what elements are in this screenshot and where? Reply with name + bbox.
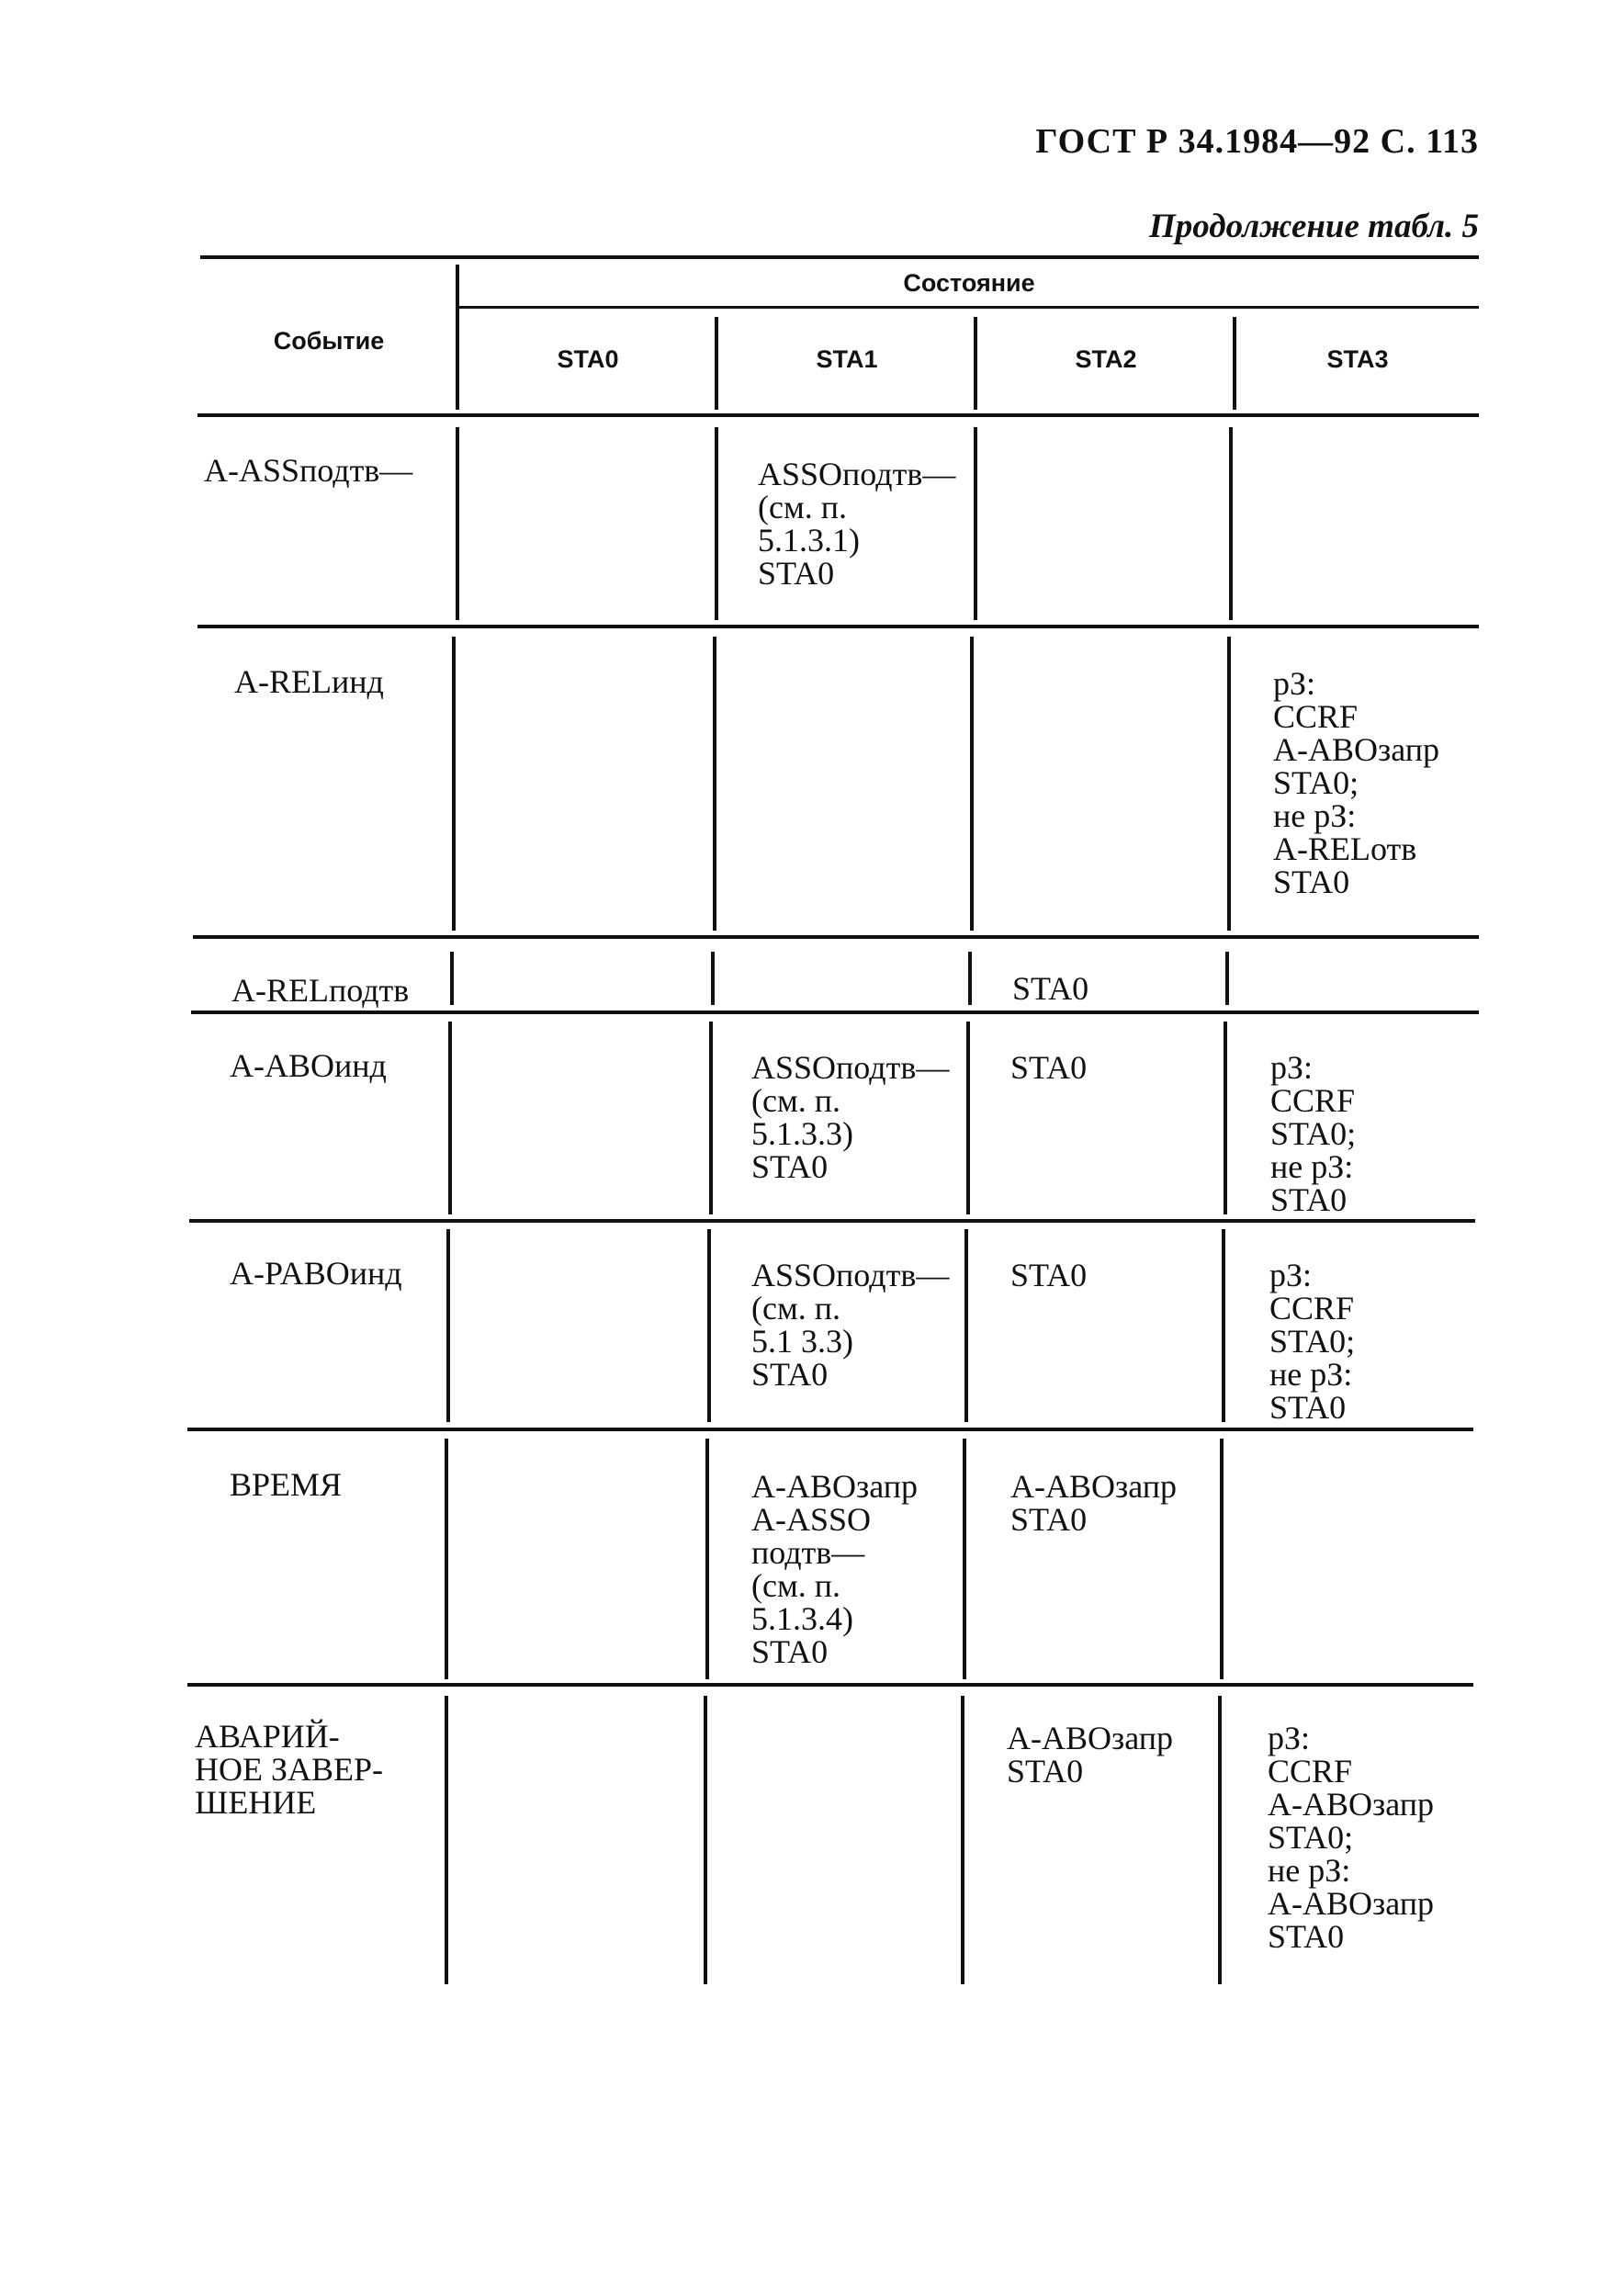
table-top-rule <box>200 255 1479 259</box>
cell-sta3: рЗ: CCRF STA0; не рЗ: STA0 <box>1269 1257 1356 1426</box>
column-divider <box>1218 1696 1222 1984</box>
column-divider <box>446 1229 450 1422</box>
column-divider <box>452 637 456 931</box>
row-rule <box>193 935 1479 939</box>
event-label: A-PABOинд <box>230 1255 402 1292</box>
col-header-sta0: STA0 <box>557 345 619 373</box>
column-divider <box>711 952 715 1005</box>
event-label: A-ASSподтв— <box>204 452 413 489</box>
header-divider <box>715 317 718 410</box>
table-caption: Продолжение табл. 5 <box>1149 208 1479 245</box>
cell-sta2: A-ABOзапр STA0 <box>1010 1468 1177 1538</box>
row-rule <box>187 1683 1473 1687</box>
header-bottom-rule <box>197 413 1479 417</box>
column-divider <box>456 427 459 620</box>
cell-sta2: A-ABOзапр STA0 <box>1007 1720 1173 1790</box>
cell-sta3: рЗ: CCRF STA0; не рЗ: STA0 <box>1270 1049 1357 1218</box>
column-divider <box>966 1022 970 1214</box>
header-divider <box>974 317 977 410</box>
cell-sta1: ASSOподтв— (см. п. 5.1.3.3) STA0 <box>751 1049 950 1185</box>
column-divider <box>964 1229 968 1422</box>
column-divider <box>970 637 974 931</box>
cell-sta1: ASSOподтв— (см. п. 5.1.3.1) STA0 <box>758 456 956 592</box>
column-divider <box>715 427 718 620</box>
column-divider <box>704 1696 707 1984</box>
header-divider <box>1233 317 1236 410</box>
column-divider <box>713 637 716 931</box>
event-label: A-RELподтв <box>231 972 410 1009</box>
row-rule <box>191 1011 1479 1014</box>
column-divider <box>1227 637 1231 931</box>
column-divider <box>1225 952 1229 1005</box>
col-header-sta2: STA2 <box>1075 345 1137 373</box>
event-label: A-RELинд <box>234 663 384 700</box>
cell-sta3: рЗ: CCRF A-ABOзапр STA0; не рЗ: A-ABOзапр STA0 <box>1268 1720 1434 1955</box>
header-divider <box>456 265 459 410</box>
col-header-sta1: STA1 <box>816 345 878 373</box>
event-label: АВАРИЙ- НОЕ ЗАВЕР- ШЕНИЕ <box>195 1718 384 1821</box>
column-divider <box>705 1439 709 1679</box>
state-header: Состояние <box>903 269 1035 297</box>
column-divider <box>961 1696 964 1984</box>
column-divider <box>963 1439 966 1679</box>
cell-sta3: рЗ: CCRF A-ABOзапр STA0; не рЗ: A-RELотв STA0 <box>1273 665 1439 900</box>
event-label: A-ABOинд <box>230 1047 387 1084</box>
column-divider <box>707 1229 711 1422</box>
column-divider <box>974 427 977 620</box>
col-header-sta3: STA3 <box>1326 345 1389 373</box>
state-header-rule <box>459 306 1479 309</box>
column-divider <box>1222 1229 1225 1422</box>
column-divider <box>968 952 972 1005</box>
cell-sta2: STA0 <box>1010 1257 1088 1293</box>
column-divider <box>1224 1022 1227 1214</box>
event-label: ВРЕМЯ <box>230 1466 343 1503</box>
page-header: ГОСТ Р 34.1984—92 С. 113 <box>1035 122 1479 161</box>
column-divider <box>450 952 454 1005</box>
cell-sta1: ASSOподтв— (см. п. 5.1 3.3) STA0 <box>751 1257 950 1393</box>
column-divider <box>448 1022 452 1214</box>
column-divider <box>445 1439 448 1679</box>
column-divider <box>709 1022 713 1214</box>
cell-sta2: STA0 <box>1012 970 1089 1007</box>
event-header: Событие <box>273 327 385 355</box>
cell-sta1: A-ABOзапр A-ASSO подтв— (см. п. 5.1.3.4) STA0 <box>751 1468 918 1670</box>
cell-sta2: STA0 <box>1010 1049 1088 1086</box>
column-divider <box>1220 1439 1224 1679</box>
column-divider <box>1229 427 1233 620</box>
row-rule <box>197 625 1479 628</box>
row-rule <box>187 1428 1473 1431</box>
column-divider <box>445 1696 448 1984</box>
row-rule <box>189 1219 1475 1223</box>
